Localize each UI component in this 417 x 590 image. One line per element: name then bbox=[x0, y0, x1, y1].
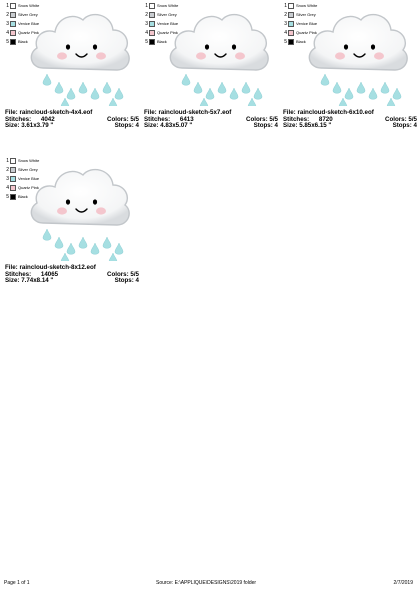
cloud-shape bbox=[31, 15, 129, 70]
raindrop bbox=[61, 98, 69, 106]
palette-color-name: Black bbox=[296, 39, 306, 44]
raindrop bbox=[194, 82, 202, 93]
raindrop bbox=[61, 253, 69, 261]
palette-number: 3 bbox=[6, 21, 9, 27]
left-cheek bbox=[57, 52, 67, 59]
raindrop bbox=[381, 82, 389, 93]
raindrops bbox=[182, 74, 262, 106]
raindrop bbox=[79, 237, 87, 248]
raincloud-design-preview bbox=[160, 2, 278, 106]
raindrop bbox=[67, 243, 75, 254]
palette-color-name: Quartz Pink bbox=[18, 185, 39, 190]
palette-color-name: Black bbox=[18, 194, 28, 199]
raindrop bbox=[67, 88, 75, 99]
colors-label: Colors: bbox=[107, 270, 129, 278]
source-path: Source: E:\APPLIQUE\DESIGNS\2019 folder bbox=[156, 580, 257, 586]
left-cheek bbox=[335, 52, 345, 59]
palette-number: 1 bbox=[145, 3, 148, 9]
palette-number: 3 bbox=[145, 21, 148, 27]
file-label: File: bbox=[5, 109, 18, 116]
left-cheek bbox=[196, 52, 206, 59]
palette-number: 3 bbox=[284, 21, 287, 27]
raindrop bbox=[333, 82, 341, 93]
stitches-value: 6413 bbox=[179, 115, 194, 123]
colors-label: Colors: bbox=[385, 115, 407, 123]
palette-number: 2 bbox=[6, 12, 9, 18]
colors-label: Colors: bbox=[246, 115, 268, 123]
palette-color-name: Snow White bbox=[296, 3, 318, 8]
palette-number: 2 bbox=[6, 167, 9, 173]
color-swatch bbox=[10, 39, 16, 45]
size-value: 5.85x6.15 " bbox=[299, 122, 332, 130]
raindrop bbox=[55, 82, 63, 93]
right-cheek bbox=[96, 207, 106, 214]
stops-label: Stops: bbox=[253, 122, 273, 130]
palette-number: 2 bbox=[145, 12, 148, 18]
right-cheek bbox=[96, 52, 106, 59]
design-card-2 bbox=[144, 2, 278, 130]
raindrop bbox=[79, 82, 87, 93]
raindrop bbox=[206, 88, 214, 99]
file-label: File: bbox=[144, 109, 157, 116]
palette-color-name: Snow White bbox=[157, 3, 179, 8]
color-swatch bbox=[288, 30, 294, 36]
palette-number: 1 bbox=[6, 3, 9, 9]
cloud-shape bbox=[309, 15, 407, 70]
color-swatch bbox=[149, 30, 155, 36]
stitches-value: 4042 bbox=[40, 115, 55, 123]
palette-color-name: Quartz Pink bbox=[18, 30, 39, 35]
raindrop bbox=[115, 88, 123, 99]
raindrop bbox=[339, 98, 347, 106]
palette-color-name: Silver Grey bbox=[18, 167, 38, 172]
size-value: 4.83x5.07 " bbox=[160, 122, 193, 130]
file-label: File: bbox=[5, 264, 18, 271]
design-card-1 bbox=[5, 2, 139, 130]
left-eye bbox=[205, 44, 209, 49]
raindrop bbox=[218, 82, 226, 93]
left-eye bbox=[344, 44, 348, 49]
palette-color-name: Silver Grey bbox=[296, 12, 316, 17]
raincloud-design-preview bbox=[299, 2, 417, 106]
color-swatch bbox=[149, 39, 155, 45]
file-name: raincloud-sketch-4x4.eof bbox=[19, 109, 93, 116]
color-swatch bbox=[10, 194, 16, 200]
palette-color-name: Quartz Pink bbox=[157, 30, 178, 35]
colors-value: 5/5 bbox=[130, 115, 139, 123]
design-card-3 bbox=[283, 2, 417, 130]
colors-label: Colors: bbox=[107, 115, 129, 123]
raindrop bbox=[200, 98, 208, 106]
raindrop bbox=[91, 88, 99, 99]
design-info bbox=[5, 265, 139, 285]
color-swatch bbox=[10, 158, 16, 164]
raindrop bbox=[254, 88, 262, 99]
color-swatch bbox=[10, 30, 16, 36]
right-cheek bbox=[235, 52, 245, 59]
raindrop bbox=[91, 243, 99, 254]
right-eye bbox=[93, 44, 97, 49]
palette-color-name: Venice Blue bbox=[18, 176, 40, 181]
color-swatch bbox=[288, 21, 294, 27]
design-info bbox=[144, 110, 278, 130]
stitches-value: 14065 bbox=[40, 270, 59, 278]
palette-number: 4 bbox=[6, 185, 9, 191]
size-value: 3.61x3.79 " bbox=[21, 122, 54, 130]
right-eye bbox=[93, 199, 97, 204]
file-name: raincloud-sketch-6x10.eof bbox=[297, 109, 374, 116]
raindrop bbox=[182, 74, 190, 85]
palette-number: 4 bbox=[284, 30, 287, 36]
cloud-shape bbox=[31, 170, 129, 225]
raindrops bbox=[43, 229, 123, 261]
color-swatch bbox=[288, 39, 294, 45]
stops-label: Stops: bbox=[114, 277, 134, 285]
palette-number: 2 bbox=[284, 12, 287, 18]
color-swatch bbox=[10, 167, 16, 173]
size-label: Size: bbox=[5, 122, 20, 130]
stitches-label: Stitches: bbox=[5, 270, 32, 278]
raindrop bbox=[109, 253, 117, 261]
color-swatch bbox=[10, 185, 16, 191]
design-info bbox=[5, 110, 139, 130]
stops-value: 4 bbox=[135, 122, 139, 130]
palette-number: 3 bbox=[6, 176, 9, 182]
palette-color-name: Black bbox=[18, 39, 28, 44]
palette-color-name: Snow White bbox=[18, 158, 40, 163]
palette-color-name: Quartz Pink bbox=[296, 30, 317, 35]
color-swatch bbox=[149, 3, 155, 9]
file-label: File: bbox=[283, 109, 296, 116]
palette-number: 4 bbox=[145, 30, 148, 36]
color-swatch bbox=[10, 176, 16, 182]
raindrop bbox=[357, 82, 365, 93]
raindrop bbox=[43, 229, 51, 240]
raindrop bbox=[345, 88, 353, 99]
stops-value: 4 bbox=[274, 122, 278, 130]
palette-color-name: Black bbox=[157, 39, 167, 44]
raindrop bbox=[242, 82, 250, 93]
colors-value: 5/5 bbox=[130, 270, 139, 278]
raincloud-design-preview bbox=[21, 2, 139, 106]
palette-color-name: Venice Blue bbox=[296, 21, 318, 26]
left-eye bbox=[66, 199, 70, 204]
colors-value: 5/5 bbox=[269, 115, 278, 123]
stitches-label: Stitches: bbox=[5, 115, 32, 123]
raindrop bbox=[109, 98, 117, 106]
raincloud-design-preview bbox=[21, 157, 139, 261]
palette-color-name: Venice Blue bbox=[157, 21, 179, 26]
raindrop bbox=[369, 88, 377, 99]
design-info bbox=[283, 110, 417, 130]
design-card-4 bbox=[5, 157, 139, 285]
stops-value: 4 bbox=[135, 277, 139, 285]
raindrop bbox=[43, 74, 51, 85]
print-date: 2/7/2019 bbox=[393, 580, 413, 586]
stops-value: 4 bbox=[413, 122, 417, 130]
page-number: Page 1 of 1 bbox=[4, 580, 30, 586]
raindrop bbox=[103, 237, 111, 248]
palette-color-name: Silver Grey bbox=[157, 12, 177, 17]
color-swatch bbox=[288, 12, 294, 18]
cloud-shape bbox=[170, 15, 268, 70]
color-swatch bbox=[149, 21, 155, 27]
raindrops bbox=[321, 74, 401, 106]
palette-number: 5 bbox=[145, 39, 148, 45]
right-cheek bbox=[374, 52, 384, 59]
raindrop bbox=[55, 237, 63, 248]
raindrop bbox=[393, 88, 401, 99]
stops-label: Stops: bbox=[114, 122, 134, 130]
colors-value: 5/5 bbox=[408, 115, 417, 123]
stitches-label: Stitches: bbox=[144, 115, 171, 123]
stitches-value: 8720 bbox=[318, 115, 333, 123]
raindrops bbox=[43, 74, 123, 106]
color-swatch bbox=[10, 21, 16, 27]
palette-color-name: Venice Blue bbox=[18, 21, 40, 26]
palette-color-name: Silver Grey bbox=[18, 12, 38, 17]
color-swatch bbox=[10, 3, 16, 9]
raindrop bbox=[115, 243, 123, 254]
right-eye bbox=[232, 44, 236, 49]
stitches-label: Stitches: bbox=[283, 115, 310, 123]
left-cheek bbox=[57, 207, 67, 214]
palette-number: 5 bbox=[6, 39, 9, 45]
left-eye bbox=[66, 44, 70, 49]
stops-label: Stops: bbox=[392, 122, 412, 130]
palette-number: 4 bbox=[6, 30, 9, 36]
raindrop bbox=[321, 74, 329, 85]
palette-number: 1 bbox=[6, 158, 9, 164]
raindrop bbox=[103, 82, 111, 93]
palette-number: 5 bbox=[6, 194, 9, 200]
file-name: raincloud-sketch-5x7.eof bbox=[158, 109, 232, 116]
file-name: raincloud-sketch-8x12.eof bbox=[19, 264, 96, 271]
raindrop bbox=[248, 98, 256, 106]
palette-number: 5 bbox=[284, 39, 287, 45]
color-swatch bbox=[149, 12, 155, 18]
size-value: 7.74x8.14 " bbox=[21, 277, 54, 285]
color-swatch bbox=[10, 12, 16, 18]
color-swatch bbox=[288, 3, 294, 9]
size-label: Size: bbox=[5, 277, 20, 285]
raindrop bbox=[230, 88, 238, 99]
size-label: Size: bbox=[144, 122, 159, 130]
right-eye bbox=[371, 44, 375, 49]
palette-color-name: Snow White bbox=[18, 3, 40, 8]
raindrop bbox=[387, 98, 395, 106]
palette-number: 1 bbox=[284, 3, 287, 9]
size-label: Size: bbox=[283, 122, 298, 130]
